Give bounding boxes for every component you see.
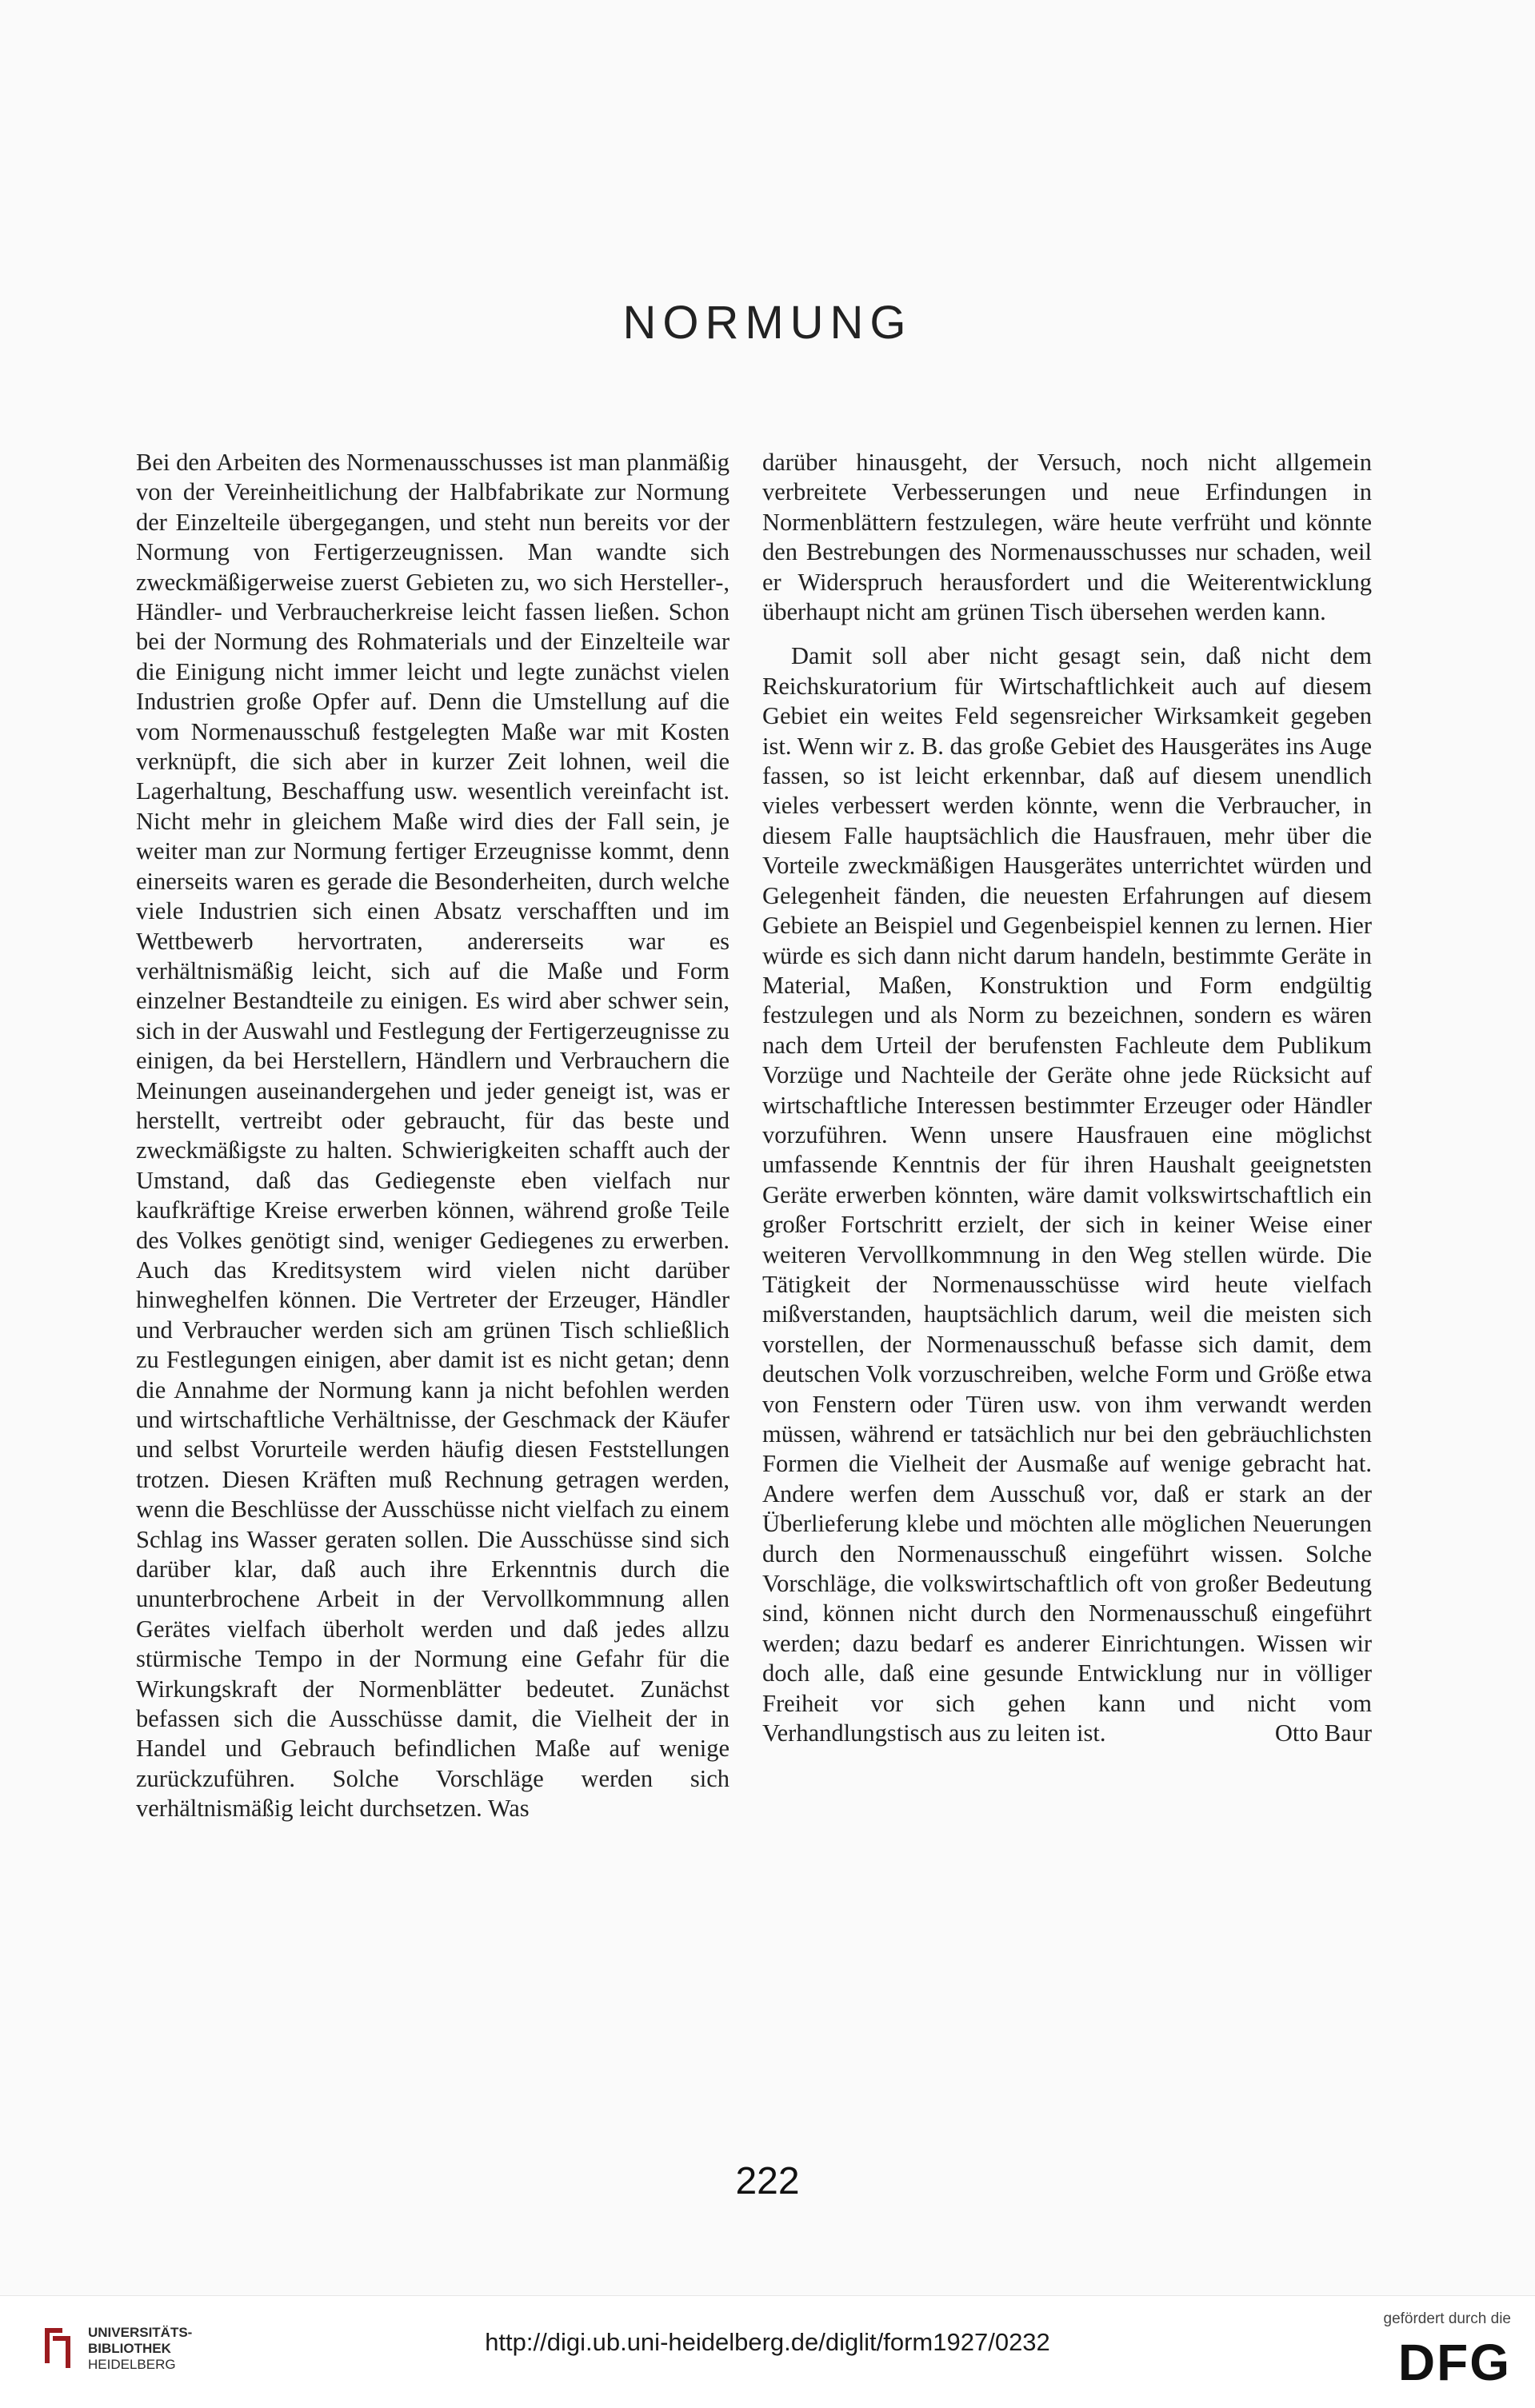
left-column — [136, 448, 730, 1824]
right-paragraph-2-text: Damit soll aber nicht gesagt sein, daß nicht dem Reichskuratorium für Wirtschaftlichkeit auch auf diesem Gebiet ein weites Feld segensreicher Wirksamkeit gegeben ist. Wenn wir z. B. das große Gebiet des Hausgerätes ins Auge fassen, so ist leicht erkennbar, daß auf diesem unendlich vieles verbessert werden könnte, wenn die Verbraucher, in diesem Falle hauptsächlich die Hausfrauen, mehr über die Vorteile zweckmäßigen Hausgerätes unterrichtet würden und Gelegenheit fänden, die neuesten Erfahrungen auf diesem Gebiete an Beispiel und Gegenbeispiel kennen zu lernen. Hier würde es sich dann nicht darum handeln, bestimmte Geräte in Material, Maßen, Konstruktion und Form endgültig festzulegen und als Norm zu bezeichnen, sondern es wären nach dem Urteil der berufensten Fachleute dem Publikum Vorzüge und Nachteile der Geräte ohne jede Rücksicht auf wirtschaftliche Interessen bestimmter Erzeuger oder Händler vorzuführen. Wenn unsere Hausfrauen eine möglichst umfassende Kenntnis der für ihren Haushalt geeignetsten Geräte erwerben könnten, wäre damit volkswirtschaftlich ein großer Fortschritt erzielt, der sich in keiner Weise einer weiteren Vervollkommnung in den Weg stellen würde. Die Tätigkeit der Normenausschüsse wird heute vielfach mißverstanden, hauptsächlich darum, weil die meisten sich vorstellen, der Normenausschuß befasse sich damit, dem deutschen Volk vorzuschreiben, welche Form und Größe etwa von Fenstern oder Türen usw. von ihm verwandt werden müssen, während er tatsächlich nur bei den gebräuchlichsten Formen die Vielheit der Ausmaße auf wenige gebracht hat. Andere werfen dem Ausschuß vor, daß er stark an der Überlieferung klebe und möchten alle möglichen Neuerungen durch den Normenausschuß eingeführt wissen. Solche Vorschläge, die volkswirtschaftlich oft von großer Bedeutung sind, können nicht durch den Normenausschuß eingeführt werden; dazu bedarf es anderer Einrichtungen. Wissen wir doch alle, daß eine gesunde Entwicklung nur in völliger Freiheit vor sich gehen kann und nicht vom Verhandlungstisch aus zu leiten ist. — [762, 642, 1372, 1747]
funded-by-label: gefördert durch die — [1383, 2310, 1511, 2327]
viewer-footer — [0, 2295, 1535, 2408]
permalink-url[interactable]: http://digi.ub.uni-heidelberg.de/diglit/form1927/0232 — [485, 2328, 1050, 2356]
dfg-logo: DFG — [1397, 2334, 1511, 2391]
library-name-line-1: UNIVERSITÄTS- — [88, 2325, 193, 2340]
right-column — [762, 448, 1372, 1748]
left-paragraph-1: Bei den Arbeiten des Normenausschusses ist man planmäßig von der Vereinheitlichung der Halbfabrikate zur Normung der Einzelteile übergegangen, und steht nun bereits vor der Normung von Fertigerzeugnissen. Man wandte sich zweckmäßigerweise zuerst Gebieten zu, wo sich Hersteller-, Händler- und Verbraucherkreise leicht fassen ließen. Schon bei der Normung des Rohmaterials und der Einzelteile war die Einigung nicht immer leicht und legte zunächst vielen Industrien große Opfer auf. Denn die Umstellung auf die vom Normenausschuß festgelegten Maße war mit Kosten verknüpft, die sich aber in kurzer Zeit lohnen, weil die Lagerhaltung, Beschaffung usw. wesentlich vereinfacht ist. Nicht mehr in gleichem Maße wird dies der Fall sein, je weiter man zur Normung fertiger Erzeugnisse kommt, denn einerseits waren es gerade die Besonderheiten, durch welche viele Industrien sich einen Absatz verschafften und im Wettbewerb hervortraten, andererseits war es verhältnismäßig leicht, sich auf die Maße und Form einzelner Bestandteile zu einigen. Es wird aber schwer sein, sich in der Auswahl und Festlegung der Fertigerzeugnisse zu einigen, da bei Herstellern, Händlern und Verbrauchern die Meinungen auseinandergehen und jeder geneigt ist, was er herstellt, vertreibt oder gebraucht, für das beste und zweckmäßigste zu halten. Schwierigkeiten schafft auch der Umstand, daß das Gediegenste eben vielfach nur kaufkräftige Kreise erwerben können, während große Teile des Volkes genötigt sind, weniger Gediegenes zu erwerben. Auch das Kreditsystem wird vielen nicht darüber hinweghelfen können. Die Vertreter der Erzeuger, Händler und Verbraucher werden sich am grünen Tisch schließlich zu Festlegungen einigen, aber damit ist es nicht getan; denn die Annahme der Normung kann ja nicht befohlen werden und wirtschaftliche Verhältnisse, der Geschmack der Käufer und selbst Vorurteile werden häufig diesen Feststellungen trotzen. Diesen Kräften muß Rechnung getragen werden, wenn die Beschlüsse der Ausschüsse nicht vielfach zu einem Schlag ins Wasser geraten sollen. Die Ausschüsse sind sich darüber klar, daß auch ihre Erkenntnis durch die ununterbrochene Arbeit in der Vervollkommnung allen Gerätes vielfach überholt werden und daß jedes allzu stürmische Tempo in der Normung eine Gefahr für die Wirkungskraft der Normenblätter bedeutet. Zunächst befassen sich die Ausschüsse damit, die Vielheit der in Handel und Gebrauch befindlichen Maße auf wenige zurückzuführen. Solche Vorschläge werden sich verhältnismäßig leicht durchsetzen. Was — [136, 449, 730, 1823]
right-paragraph-1: darüber hinausgeht, der Versuch, noch nicht allgemein verbreitete Verbesserungen und neue Erfindungen in Normenblättern festzulegen, wäre heute verfrüht und könnte den Bestrebungen des Normenausschusses nur schaden, weil er Widerspruch herausfordert und die Weiterentwicklung überhaupt nicht am grünen Tisch übersehen werden kann. — [762, 449, 1372, 626]
article-title: NORMUNG — [622, 297, 913, 349]
page-number: 222 — [735, 2160, 800, 2202]
library-name-line-3: HEIDELBERG — [88, 2357, 176, 2372]
library-name-line-2: BIBLIOTHEK — [88, 2341, 171, 2356]
author-name: Otto Baur — [1274, 1719, 1372, 1747]
right-paragraph-2 — [762, 641, 1372, 1748]
